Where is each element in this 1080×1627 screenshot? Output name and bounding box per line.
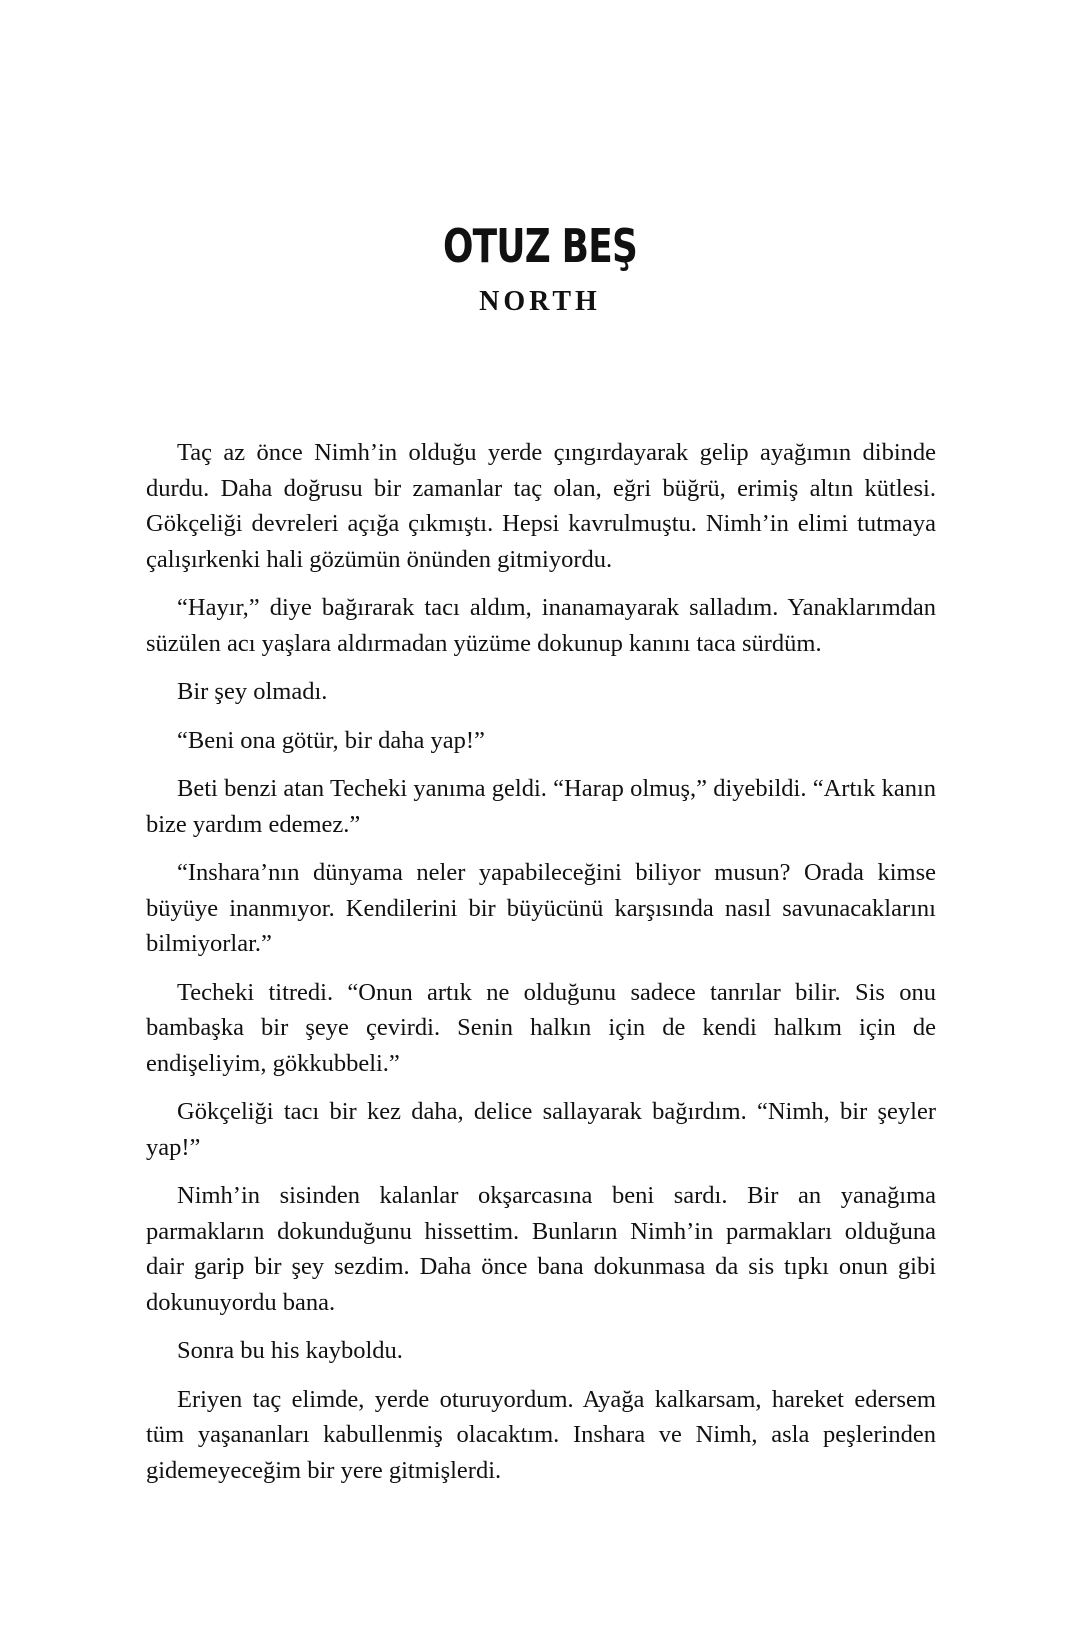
chapter-body [146,435,936,1501]
paragraph: Eriyen taç elimde, yerde oturuyordum. Ayağa kalkarsam, hareket edersem tüm yaşananları kabullenmiş olacaktım. Inshara ve Nimh, asla peşlerinden gidemeyeceğim bir yere gitmişlerdi. [146,1385,936,1484]
paragraph: “Beni ona götür, bir daha yap!” [177,726,485,754]
paragraph: Sonra bu his kayboldu. [177,1337,403,1364]
paragraph: Nimh’in sisinden kalanlar okşarcasına beni sardı. Bir an yanağıma parmakların dokunduğunu hissettim. Bunların Nimh’in parmakları olduğuna dair garip bir şey sezdim. Daha önce bana dokunmasa da sis tıpkı onun gibi dokunuyordu bana. [146,1182,936,1316]
chapter-title: OTUZ BEŞ [442,219,638,273]
paragraph: Gökçeliği tacı bir kez daha, delice sallayarak bağırdım. “Nimh, bir şeyler yap!” [146,1098,936,1161]
paragraph: Techeki titredi. “Onun artık ne olduğunu sadece tanrılar bilir. Sis onu bambaşka bir şeye çevirdi. Senin halkın için de kendi halkım için de endişeliyim, gökkubbeli.” [146,978,936,1077]
paragraph: “Hayır,” diye bağırarak tacı aldım, inanamayarak salladım. Yanaklarımdan süzülen acı yaşlara aldırmadan yüzüme dokunup kanını taca sürdüm. [146,594,936,657]
paragraph: Beti benzi atan Techeki yanıma geldi. “Harap olmuş,” diyebildi. “Artık kanın bize yardım edemez.” [146,775,936,838]
paragraph: Taç az önce Nimh’in olduğu yerde çıngırdayarak gelip ayağımın dibinde durdu. Daha doğrusu bir zamanlar taç olan, eğri büğrü, erimiş altın kütlesi. Gökçeliği devreleri açığa çıkmıştı. Hepsi kavrulmuştu. Nimh’in elimi tutmaya çalışırkenki hali gözümün önünden gitmiyordu. [146,439,936,573]
chapter-subtitle: NORTH [479,286,601,317]
paragraph: “Inshara’nın dünyama neler yapabileceğini biliyor musun? Orada kimse büyüye inanmıyor. Kendilerini bir büyücünü karşısında nasıl savunacaklarını bilmiyorlar.” [146,859,936,957]
paragraph: Bir şey olmadı. [177,678,328,705]
